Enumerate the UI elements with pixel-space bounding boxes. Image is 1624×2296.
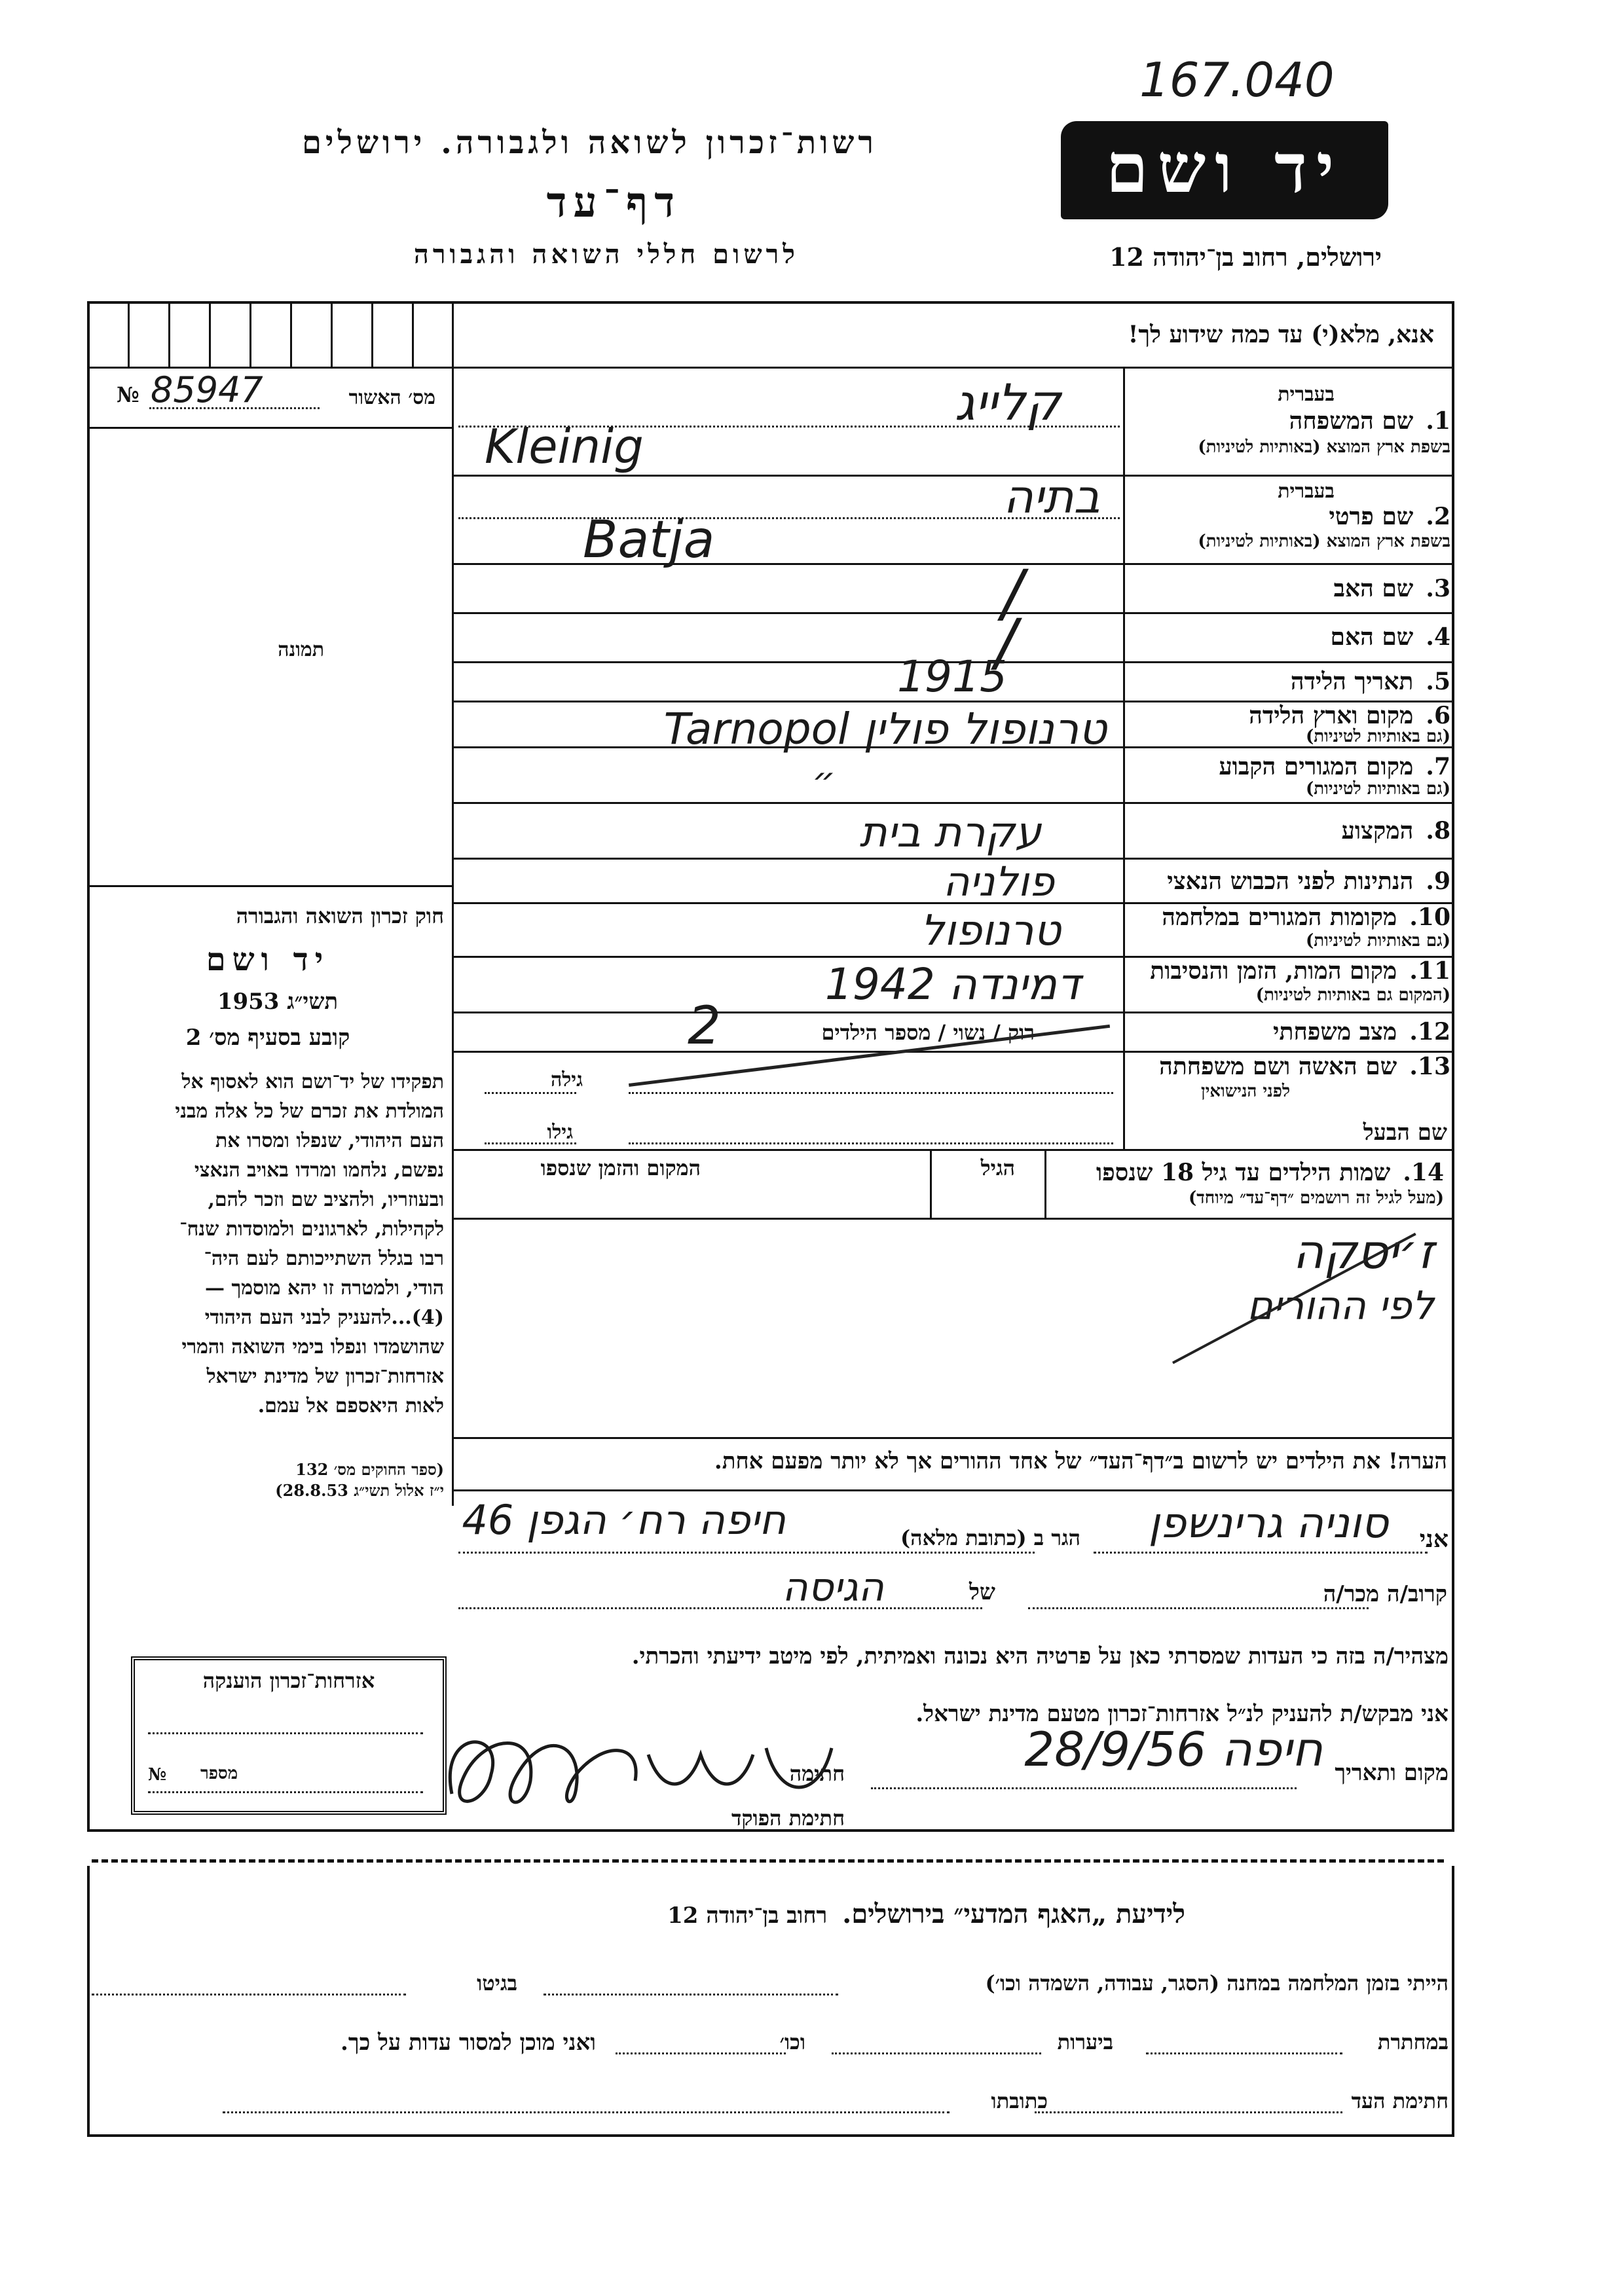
field-11-sub: (המקום גם באותיות לטיניות)	[1255, 985, 1450, 1005]
address: ירושלים, רחוב בן־יהודה 12	[1109, 242, 1382, 272]
children-label	[1096, 1159, 1444, 1186]
child-row-1[interactable]: ז׳יסקה	[1293, 1224, 1434, 1279]
field-7-title: מקום המגורים הקבוע	[1219, 753, 1414, 780]
field-1-sub: בשפת ארץ המוצא (באותיות לטיניות)	[1198, 437, 1450, 457]
field-6-label	[1249, 702, 1450, 729]
death-place-value[interactable]: דמינדה 1942	[824, 959, 1080, 1010]
children-number: 14.	[1403, 1159, 1444, 1186]
field-8-label	[1342, 817, 1450, 845]
field-1-in-hebrew: בעברית	[1278, 383, 1335, 406]
place-date-label: מקום ותאריך	[1335, 1760, 1449, 1786]
birth-place-value[interactable]: טרנופול פולין Tarnopol	[663, 704, 1107, 754]
law-line: (4)...להעניק לבני העם היהודי	[204, 1306, 444, 1329]
bottom-address: רחוב בן־יהודה 12	[667, 1903, 828, 1929]
institution-name: רשות־זכרון לשואה ולגבורה. ירושלים	[301, 124, 877, 161]
law-line: לקהילות, לארגונים ולמוסדות שנח־	[179, 1218, 444, 1241]
field-11-title: מקום המות, הזמן והנסיבות	[1150, 957, 1397, 985]
resides-label: הגר ב (כתובת מלאה)	[900, 1525, 1080, 1550]
field-13-sub: לפני הנישואין	[1200, 1082, 1290, 1101]
mother-name-value[interactable]: /	[995, 606, 1017, 679]
of-label: של	[969, 1579, 995, 1605]
field-2-title: שם פרטי	[1329, 503, 1414, 530]
award-box	[131, 1656, 447, 1815]
field-10-title: מקומות המגורים במלחמה	[1162, 903, 1397, 931]
bottom-line3-b: כתובתו	[991, 2088, 1048, 2113]
tick-cells	[87, 301, 452, 367]
children-title: שמות הילדים עד גיל 18 שנספו	[1096, 1159, 1391, 1186]
bottom-title-text: לידיעת „האגף המדעי״ בירושלים.	[842, 1899, 1185, 1929]
field-8-title: המקצוע	[1341, 817, 1414, 845]
field-10-label	[1162, 903, 1450, 931]
archive-stamp-number: 167.040	[1139, 52, 1335, 107]
relation-value[interactable]: הגיסה	[782, 1565, 884, 1611]
bottom-line2-a: במחתרת	[1377, 2030, 1449, 2054]
field-1-title: שם המשפחה	[1289, 407, 1414, 435]
form-title: דף־עד	[546, 178, 681, 227]
field-7-sub: (גם באותיות לטיניות)	[1305, 779, 1450, 799]
field-8-number: 8.	[1426, 817, 1450, 845]
law-line: לאות היאספם אל עמם.	[257, 1394, 444, 1417]
field-6-number: 6.	[1426, 702, 1450, 729]
bottom-frame	[87, 1866, 1454, 2137]
bottom-line1-b: בגיטו	[477, 1971, 517, 1995]
certificate-number: 85947	[151, 369, 263, 410]
certificate-no-sign: №	[117, 382, 139, 407]
field-10-number: 10.	[1409, 903, 1450, 931]
field-4-label	[1331, 623, 1450, 651]
field-2-in-hebrew: בעברית	[1278, 480, 1335, 503]
field-7-label	[1219, 753, 1450, 780]
certificate-label: מס׳ האשור	[348, 386, 435, 409]
birth-date-value[interactable]: 1915	[897, 651, 1007, 702]
bottom-line2-c: וכו׳	[779, 2030, 805, 2054]
instructions: אנא, מלא(י) עד כמה שידוע לך!	[1128, 321, 1434, 348]
field-3-number: 3.	[1426, 575, 1450, 602]
award-no-sign: №	[148, 1765, 167, 1785]
declaration-statement: מצהיר/ה בזה כי העדות שמסרתי כאן על פרטיה היא נכונה ואמיתית, לפי מיטב ידיעתי והכרתי.	[631, 1643, 1449, 1669]
field-1-number: 1.	[1426, 407, 1450, 435]
field-12-title: מצב משפחתי	[1273, 1018, 1397, 1046]
children-sub: (מעל לגיל זה רושמים ״דף־עד״ מיוחד)	[1188, 1188, 1444, 1208]
photo-label: תמונה	[278, 638, 324, 661]
law-line: שהושמדו ונפלו בימי השואה והמרי	[181, 1336, 444, 1358]
field-9-number: 9.	[1426, 867, 1450, 895]
law-year	[92, 989, 444, 1015]
law-box	[92, 903, 444, 1506]
bottom-line2-b: ביערות	[1057, 2030, 1113, 2054]
field-6-title: מקום וארץ הלידה	[1249, 702, 1414, 729]
field-3-label	[1334, 575, 1450, 602]
law-text	[92, 1067, 444, 1421]
law-year-greg: 1953	[217, 989, 280, 1015]
logo-text: יד ושם	[1105, 128, 1344, 208]
yad-vashem-logo	[1061, 121, 1388, 219]
law-line: העם היהודי, שנפלו ומסרו את	[215, 1129, 444, 1152]
declarant-address[interactable]: חיפה רח׳ הגפן 46	[462, 1496, 786, 1544]
husband-label: שם הבעל	[1363, 1120, 1447, 1146]
field-1-label	[1289, 407, 1450, 435]
field-2-sub: בשפת ארץ המוצא (באותיות לטיניות)	[1198, 532, 1450, 551]
field-9-title: הנתינות לפני הכבוש הנאצי	[1167, 867, 1414, 895]
relative-label: קרוב/ה מכר/ה	[1323, 1581, 1447, 1607]
field-13-number: 13.	[1409, 1053, 1450, 1080]
father-name-value[interactable]: /	[1002, 556, 1024, 630]
law-line: המולדת את זכרם של כל אלה מבני	[175, 1100, 444, 1123]
law-source-date: י״ז אלול תשי״ג 28.8.53)	[275, 1481, 444, 1500]
field-5-number: 5.	[1426, 668, 1450, 695]
children-age-header: הגיל	[980, 1156, 1015, 1180]
field-2-number: 2.	[1426, 503, 1450, 530]
law-line: נפשם, נלחמו ומרדו באויב הנאצי	[194, 1159, 444, 1182]
field-10-sub: (גם באותיות לטיניות)	[1305, 931, 1450, 951]
field-13-label	[1159, 1053, 1450, 1080]
field-5-label	[1291, 668, 1450, 695]
note: הערה! את הילדים יש לרשום ב״דף־העד״ של אחד ההורים אך לא יותר מפעם אחת.	[714, 1448, 1447, 1474]
field-12-label	[1273, 1018, 1450, 1046]
law-line: הודי, ולמטרה זו יהא מוסמך —	[205, 1277, 444, 1300]
award-title: אזרחות־זכרון הוענקה	[202, 1668, 375, 1693]
field-11-label	[1150, 957, 1450, 985]
field-4-number: 4.	[1426, 623, 1450, 651]
signature-label: חתימה	[789, 1761, 845, 1786]
marital-options: רוק / נשוי / מספר הילדים	[821, 1020, 1035, 1045]
profession-value[interactable]: עקרת בית	[859, 809, 1041, 857]
declarant-name[interactable]: סוניה גרינשפן	[1148, 1499, 1388, 1548]
bottom-line2-d: ואני מוכן למסור עדות על כך.	[341, 2030, 596, 2056]
family-name-hebrew[interactable]: קלייג	[954, 373, 1061, 431]
perforation-line	[92, 1859, 1444, 1863]
law-line: רבו בגלל השתייכותם לעם היה־	[204, 1247, 444, 1270]
law-title: חוק זכרון השואה והגבורה	[236, 903, 444, 928]
wartime-residence-value[interactable]: טרנופול	[920, 907, 1061, 955]
form-subtitle: לרשום חללי השואה והגבורה	[413, 239, 799, 270]
field-11-number: 11.	[1409, 957, 1450, 985]
field-9-label	[1167, 867, 1450, 895]
bottom-line3-a: חתימת העד	[1351, 2088, 1449, 2113]
law-line: אזרחות־זכרון של מדינת ישראל	[206, 1365, 444, 1388]
nationality-value[interactable]: פולניה	[942, 858, 1054, 905]
law-year-he: תשי״ג	[287, 989, 339, 1015]
field-3-title: שם האב	[1333, 575, 1414, 602]
law-line: ובעוזריו, ולהציב שם וזכר להם,	[208, 1188, 444, 1211]
declaration-i: אני	[1419, 1525, 1449, 1553]
field-2-label	[1329, 503, 1450, 530]
officer-label: חתימת הפוקד	[731, 1806, 845, 1831]
law-line: תפקידו של יד־ושם הוא לאסוף אל	[181, 1070, 444, 1093]
children-count-value[interactable]: 2	[688, 995, 721, 1056]
child-row-2[interactable]: לפי ההורים	[1247, 1283, 1434, 1329]
field-4-title: שם האם	[1330, 623, 1414, 651]
field-13-title: שם האשה ושם משפחתה	[1159, 1053, 1397, 1080]
field-5-title: תאריך הלידה	[1290, 668, 1414, 695]
award-number-label: מספר	[200, 1764, 238, 1783]
husband-age-label: גילו	[547, 1121, 573, 1144]
first-name-latin[interactable]: Batja	[583, 511, 715, 570]
residence-value[interactable]: ״	[812, 759, 836, 802]
law-section: קובע בסעיף מס׳ 2	[185, 1025, 350, 1051]
field-12-number: 12.	[1409, 1018, 1450, 1046]
field-6-sub: (גם באותיות לטיניות)	[1305, 727, 1450, 746]
wife-age-label: גילה	[550, 1068, 583, 1091]
place-date-value[interactable]: חיפה 28/9/56	[1024, 1722, 1323, 1777]
law-name: יד ושם	[206, 941, 330, 978]
first-name-hebrew[interactable]: בתיה	[1003, 470, 1100, 524]
family-name-latin[interactable]: Kleinig	[485, 419, 644, 474]
declaration-request: אני מבקש/ת להעניק לנ״ל אזרחות־זכרון מטעם מדינת ישראל.	[915, 1701, 1449, 1727]
children-place-header: המקום והזמן שנספו	[540, 1156, 701, 1180]
field-7-number: 7.	[1426, 753, 1450, 780]
bottom-line1-a: הייתי בזמן המלחמה במחנה (הסגר, עבודה, השמדה וכו׳)	[985, 1971, 1449, 1995]
law-source: (ספר החוקים מס׳ 132	[295, 1460, 444, 1479]
